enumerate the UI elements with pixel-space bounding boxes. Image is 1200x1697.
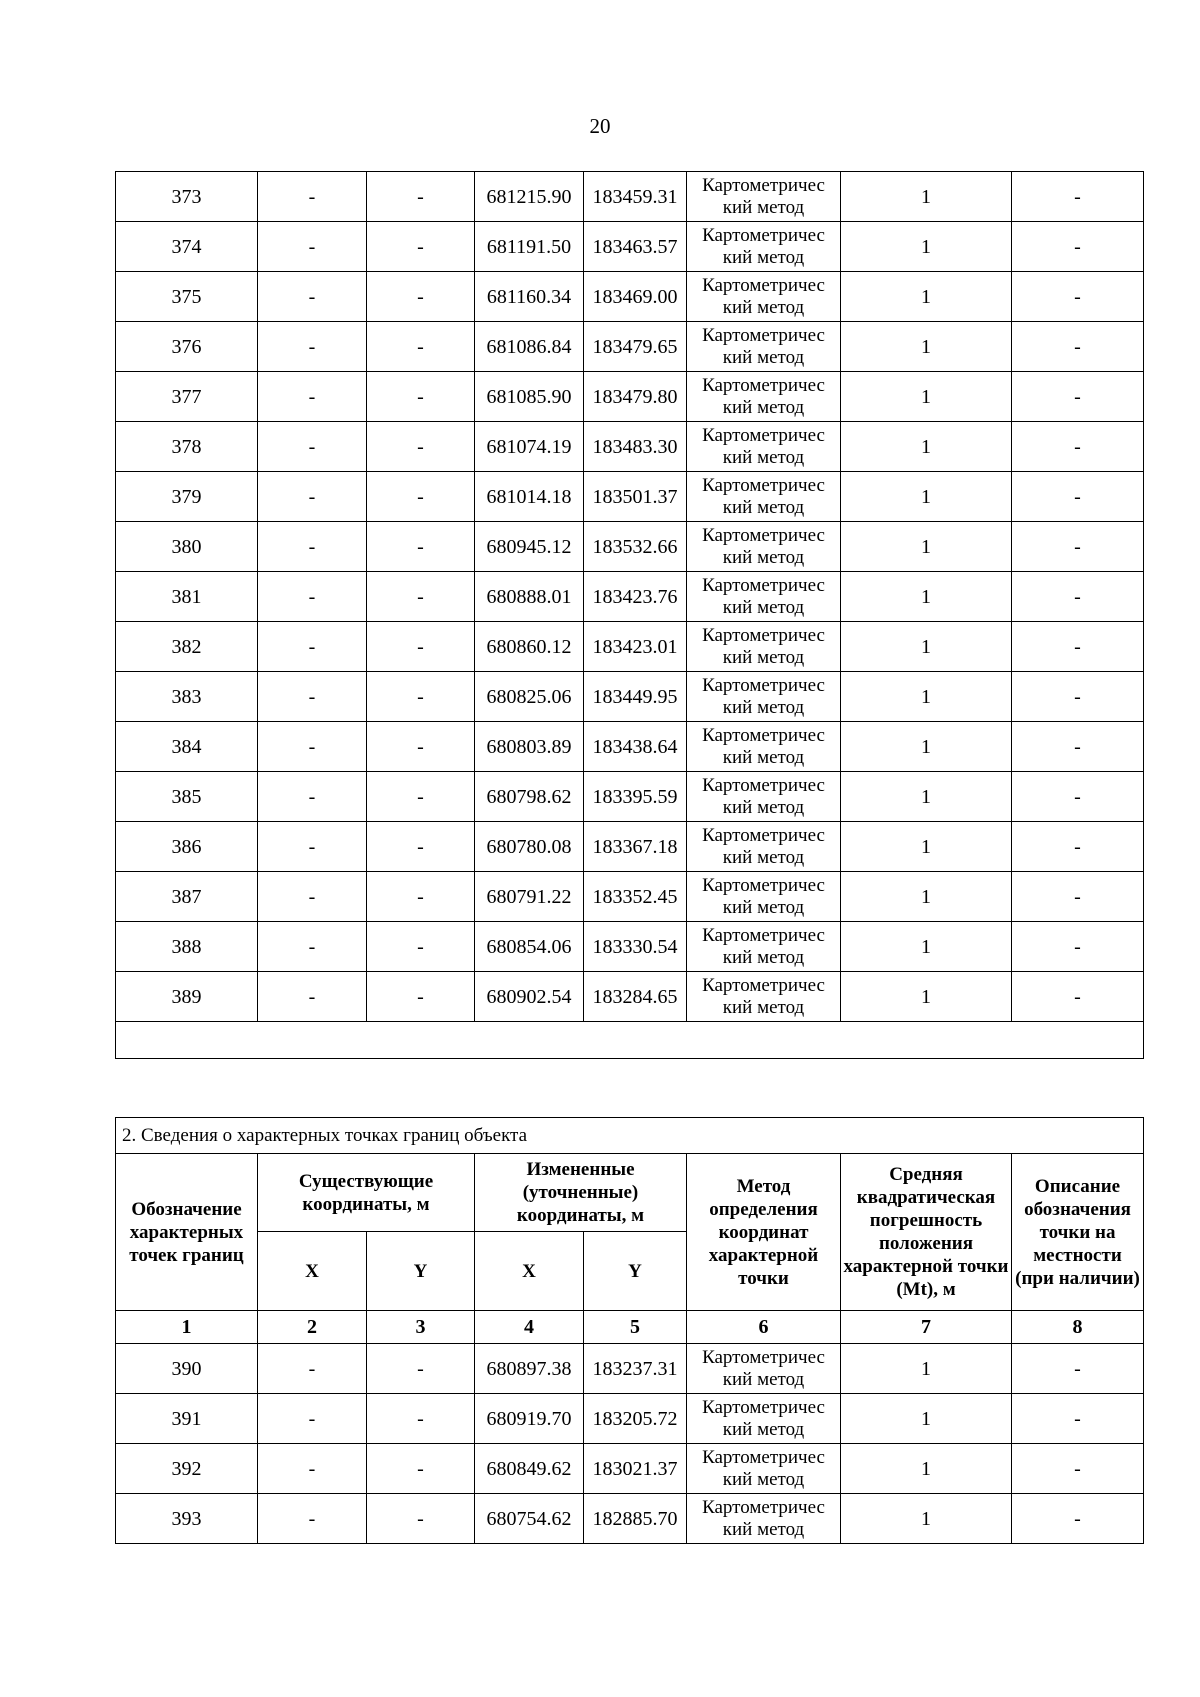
column-number: 7 [841, 1311, 1012, 1344]
existing-x-cell: - [258, 572, 367, 622]
point-number-cell: 388 [116, 922, 258, 972]
existing-x-cell: - [258, 772, 367, 822]
point-number-cell: 387 [116, 872, 258, 922]
changed-x-cell: 680902.54 [475, 972, 584, 1022]
changed-y-cell: 183479.65 [584, 322, 687, 372]
mt-cell: 1 [841, 222, 1012, 272]
changed-y-cell: 183463.57 [584, 222, 687, 272]
point-number-cell: 378 [116, 422, 258, 472]
existing-y-cell: - [367, 722, 475, 772]
mt-cell: 1 [841, 322, 1012, 372]
point-number-cell: 393 [116, 1494, 258, 1544]
table-row [116, 1344, 1144, 1394]
point-number-cell: 385 [116, 772, 258, 822]
method-line: кий метод [722, 1418, 805, 1440]
method-line: кий метод [722, 1518, 805, 1540]
mt-cell: 1 [841, 372, 1012, 422]
changed-x-cell: 681191.50 [475, 222, 584, 272]
existing-x-cell: - [258, 872, 367, 922]
existing-x-cell: - [258, 1344, 367, 1394]
method-line: кий метод [722, 296, 805, 318]
column-number: 2 [258, 1311, 367, 1344]
changed-x-cell: 681086.84 [475, 322, 584, 372]
point-number-cell: 391 [116, 1394, 258, 1444]
method-line: Картометричес [702, 1496, 825, 1518]
existing-x-cell: - [258, 472, 367, 522]
description-cell: - [1012, 872, 1144, 922]
existing-x-cell: - [258, 922, 367, 972]
column-number: 1 [116, 1311, 258, 1344]
changed-y-cell: 183367.18 [584, 822, 687, 872]
method-line: кий метод [722, 896, 805, 918]
description-cell: - [1012, 972, 1144, 1022]
table-row [116, 222, 1144, 272]
existing-y-cell: - [367, 672, 475, 722]
table-row [116, 1444, 1144, 1494]
mt-cell: 1 [841, 272, 1012, 322]
existing-y-cell: - [367, 1394, 475, 1444]
existing-y-cell: - [367, 272, 475, 322]
table-row [116, 722, 1144, 772]
table-row [116, 822, 1144, 872]
table-row [116, 772, 1144, 822]
changed-y-cell: 183205.72 [584, 1394, 687, 1444]
existing-y-cell: - [367, 922, 475, 972]
changed-y-cell: 182885.70 [584, 1494, 687, 1544]
header-changed-x: X [475, 1232, 584, 1311]
existing-x-cell: - [258, 1494, 367, 1544]
changed-y-cell: 183483.30 [584, 422, 687, 472]
method-line: кий метод [722, 846, 805, 868]
mt-cell: 1 [841, 722, 1012, 772]
existing-x-cell: - [258, 372, 367, 422]
method-line: кий метод [722, 796, 805, 818]
table-row [116, 472, 1144, 522]
method-cell [687, 1494, 841, 1544]
existing-y-cell: - [367, 172, 475, 222]
changed-y-cell: 183438.64 [584, 722, 687, 772]
method-cell [687, 422, 841, 472]
method-line: кий метод [722, 1468, 805, 1490]
method-line: кий метод [722, 1368, 805, 1390]
method-line: Картометричес [702, 724, 825, 746]
method-line: Картометричес [702, 774, 825, 796]
existing-y-cell: - [367, 872, 475, 922]
method-line: Картометричес [702, 924, 825, 946]
method-line: кий метод [722, 696, 805, 718]
method-cell [687, 322, 841, 372]
table-row [116, 272, 1144, 322]
method-cell [687, 1444, 841, 1494]
mt-cell: 1 [841, 922, 1012, 972]
description-cell: - [1012, 372, 1144, 422]
existing-x-cell: - [258, 722, 367, 772]
changed-x-cell: 680754.62 [475, 1494, 584, 1544]
mt-cell: 1 [841, 972, 1012, 1022]
method-line: кий метод [722, 346, 805, 368]
table-row [116, 322, 1144, 372]
description-cell: - [1012, 272, 1144, 322]
point-number-cell: 376 [116, 322, 258, 372]
method-cell [687, 672, 841, 722]
header-changed-coordinates: Измененные (уточненные) координаты, м [475, 1154, 687, 1232]
mt-cell: 1 [841, 472, 1012, 522]
empty-row [116, 1022, 1144, 1059]
mt-cell: 1 [841, 672, 1012, 722]
description-cell: - [1012, 522, 1144, 572]
column-number: 6 [687, 1311, 841, 1344]
description-cell: - [1012, 572, 1144, 622]
point-number-cell: 384 [116, 722, 258, 772]
mt-cell: 1 [841, 422, 1012, 472]
mt-cell: 1 [841, 822, 1012, 872]
existing-x-cell: - [258, 522, 367, 572]
coordinates-table-continued [115, 171, 1144, 1059]
mt-cell: 1 [841, 622, 1012, 672]
description-cell: - [1012, 1344, 1144, 1394]
description-cell: - [1012, 172, 1144, 222]
method-line: Картометричес [702, 1396, 825, 1418]
method-cell [687, 772, 841, 822]
method-line: Картометричес [702, 524, 825, 546]
column-number: 3 [367, 1311, 475, 1344]
existing-y-cell: - [367, 522, 475, 572]
existing-x-cell: - [258, 1444, 367, 1494]
changed-y-cell: 183021.37 [584, 1444, 687, 1494]
section-title: 2. Сведения о характерных точках границ объекта [116, 1118, 1144, 1154]
method-line: кий метод [722, 396, 805, 418]
existing-y-cell: - [367, 772, 475, 822]
method-line: Картометричес [702, 224, 825, 246]
changed-x-cell: 680860.12 [475, 622, 584, 672]
changed-x-cell: 680825.06 [475, 672, 584, 722]
description-cell: - [1012, 922, 1144, 972]
point-number-cell: 382 [116, 622, 258, 672]
method-line: Картометричес [702, 1446, 825, 1468]
method-cell [687, 172, 841, 222]
header-mt: Средняя квадратическая погрешность положения характерной точки (Mt), м [841, 1154, 1012, 1311]
existing-x-cell: - [258, 1394, 367, 1444]
page-number: 20 [589, 114, 611, 138]
table-row [116, 872, 1144, 922]
description-cell: - [1012, 222, 1144, 272]
method-line: Картометричес [702, 674, 825, 696]
existing-y-cell: - [367, 572, 475, 622]
method-line: Картометричес [702, 624, 825, 646]
method-line: Картометричес [702, 374, 825, 396]
changed-y-cell: 183501.37 [584, 472, 687, 522]
changed-x-cell: 680888.01 [475, 572, 584, 622]
description-cell: - [1012, 472, 1144, 522]
changed-x-cell: 681085.90 [475, 372, 584, 422]
point-number-cell: 383 [116, 672, 258, 722]
point-number-cell: 375 [116, 272, 258, 322]
method-cell [687, 1344, 841, 1394]
description-cell: - [1012, 622, 1144, 672]
method-line: кий метод [722, 496, 805, 518]
table-row [116, 672, 1144, 722]
changed-x-cell: 681014.18 [475, 472, 584, 522]
existing-y-cell: - [367, 1494, 475, 1544]
method-line: Картометричес [702, 324, 825, 346]
table-row [116, 1494, 1144, 1544]
table-row [116, 922, 1144, 972]
table-row [116, 372, 1144, 422]
point-number-cell: 389 [116, 972, 258, 1022]
description-cell: - [1012, 1444, 1144, 1494]
changed-x-cell: 680849.62 [475, 1444, 584, 1494]
header-point-designation: Обозначение характерных точек границ [116, 1154, 258, 1311]
header-existing-x: X [258, 1232, 367, 1311]
header-existing-coordinates: Существующие координаты, м [258, 1154, 475, 1232]
changed-x-cell: 681074.19 [475, 422, 584, 472]
method-cell [687, 272, 841, 322]
table-row [116, 172, 1144, 222]
existing-x-cell: - [258, 222, 367, 272]
changed-y-cell: 183423.76 [584, 572, 687, 622]
boundary-points-table [115, 1117, 1144, 1544]
header-changed-y: Y [584, 1232, 687, 1311]
method-cell [687, 722, 841, 772]
existing-x-cell: - [258, 322, 367, 372]
method-line: Картометричес [702, 274, 825, 296]
description-cell: - [1012, 1494, 1144, 1544]
mt-cell: 1 [841, 572, 1012, 622]
changed-x-cell: 680791.22 [475, 872, 584, 922]
existing-y-cell: - [367, 822, 475, 872]
header-method: Метод определения координат характерной точки [687, 1154, 841, 1311]
changed-x-cell: 680945.12 [475, 522, 584, 572]
method-line: Картометричес [702, 174, 825, 196]
method-cell [687, 372, 841, 422]
method-line: Картометричес [702, 1346, 825, 1368]
method-line: кий метод [722, 596, 805, 618]
changed-y-cell: 183532.66 [584, 522, 687, 572]
changed-y-cell: 183284.65 [584, 972, 687, 1022]
mt-cell: 1 [841, 172, 1012, 222]
point-number-cell: 386 [116, 822, 258, 872]
changed-x-cell: 680897.38 [475, 1344, 584, 1394]
coordinates-table-body [116, 172, 1144, 1022]
column-number: 5 [584, 1311, 687, 1344]
table-row [116, 622, 1144, 672]
changed-x-cell: 680919.70 [475, 1394, 584, 1444]
point-number-cell: 381 [116, 572, 258, 622]
table-row [116, 422, 1144, 472]
existing-y-cell: - [367, 1444, 475, 1494]
changed-y-cell: 183469.00 [584, 272, 687, 322]
mt-cell: 1 [841, 872, 1012, 922]
table-row [116, 572, 1144, 622]
existing-x-cell: - [258, 622, 367, 672]
method-line: Картометричес [702, 574, 825, 596]
existing-y-cell: - [367, 972, 475, 1022]
changed-x-cell: 680803.89 [475, 722, 584, 772]
changed-y-cell: 183459.31 [584, 172, 687, 222]
changed-x-cell: 681160.34 [475, 272, 584, 322]
method-line: кий метод [722, 546, 805, 568]
method-line: Картометричес [702, 974, 825, 996]
method-line: кий метод [722, 746, 805, 768]
method-line: Картометричес [702, 474, 825, 496]
description-cell: - [1012, 772, 1144, 822]
mt-cell: 1 [841, 1494, 1012, 1544]
method-line: кий метод [722, 646, 805, 668]
existing-x-cell: - [258, 172, 367, 222]
column-number: 8 [1012, 1311, 1144, 1344]
table-row [116, 972, 1144, 1022]
changed-y-cell: 183479.80 [584, 372, 687, 422]
mt-cell: 1 [841, 772, 1012, 822]
existing-y-cell: - [367, 1344, 475, 1394]
point-number-cell: 374 [116, 222, 258, 272]
method-line: кий метод [722, 246, 805, 268]
changed-y-cell: 183352.45 [584, 872, 687, 922]
existing-y-cell: - [367, 222, 475, 272]
method-line: кий метод [722, 996, 805, 1018]
changed-y-cell: 183423.01 [584, 622, 687, 672]
header-existing-y: Y [367, 1232, 475, 1311]
method-cell [687, 572, 841, 622]
header-description: Описание обозначения точки на местности (при наличии) [1012, 1154, 1144, 1311]
table-row [116, 1394, 1144, 1444]
mt-cell: 1 [841, 1444, 1012, 1494]
description-cell: - [1012, 722, 1144, 772]
method-cell [687, 972, 841, 1022]
method-cell [687, 922, 841, 972]
point-number-cell: 380 [116, 522, 258, 572]
method-cell [687, 222, 841, 272]
method-cell [687, 522, 841, 572]
description-cell: - [1012, 422, 1144, 472]
changed-y-cell: 183330.54 [584, 922, 687, 972]
changed-y-cell: 183395.59 [584, 772, 687, 822]
method-line: Картометричес [702, 824, 825, 846]
point-number-cell: 392 [116, 1444, 258, 1494]
existing-y-cell: - [367, 372, 475, 422]
method-cell [687, 872, 841, 922]
point-number-cell: 377 [116, 372, 258, 422]
boundary-points-table-body [116, 1344, 1144, 1544]
existing-y-cell: - [367, 322, 475, 372]
mt-cell: 1 [841, 1344, 1012, 1394]
existing-x-cell: - [258, 672, 367, 722]
existing-y-cell: - [367, 422, 475, 472]
point-number-cell: 379 [116, 472, 258, 522]
method-line: Картометричес [702, 874, 825, 896]
existing-x-cell: - [258, 272, 367, 322]
method-line: Картометричес [702, 424, 825, 446]
mt-cell: 1 [841, 522, 1012, 572]
changed-x-cell: 680798.62 [475, 772, 584, 822]
method-line: кий метод [722, 446, 805, 468]
method-line: кий метод [722, 946, 805, 968]
description-cell: - [1012, 672, 1144, 722]
existing-y-cell: - [367, 472, 475, 522]
existing-x-cell: - [258, 972, 367, 1022]
column-number: 4 [475, 1311, 584, 1344]
method-line: кий метод [722, 196, 805, 218]
description-cell: - [1012, 322, 1144, 372]
changed-x-cell: 680780.08 [475, 822, 584, 872]
existing-y-cell: - [367, 622, 475, 672]
description-cell: - [1012, 1394, 1144, 1444]
existing-x-cell: - [258, 822, 367, 872]
description-cell: - [1012, 822, 1144, 872]
method-cell [687, 822, 841, 872]
method-cell [687, 472, 841, 522]
point-number-cell: 373 [116, 172, 258, 222]
changed-y-cell: 183449.95 [584, 672, 687, 722]
changed-x-cell: 680854.06 [475, 922, 584, 972]
mt-cell: 1 [841, 1394, 1012, 1444]
point-number-cell: 390 [116, 1344, 258, 1394]
method-cell [687, 622, 841, 672]
table-row [116, 522, 1144, 572]
existing-x-cell: - [258, 422, 367, 472]
method-cell [687, 1394, 841, 1444]
changed-x-cell: 681215.90 [475, 172, 584, 222]
changed-y-cell: 183237.31 [584, 1344, 687, 1394]
